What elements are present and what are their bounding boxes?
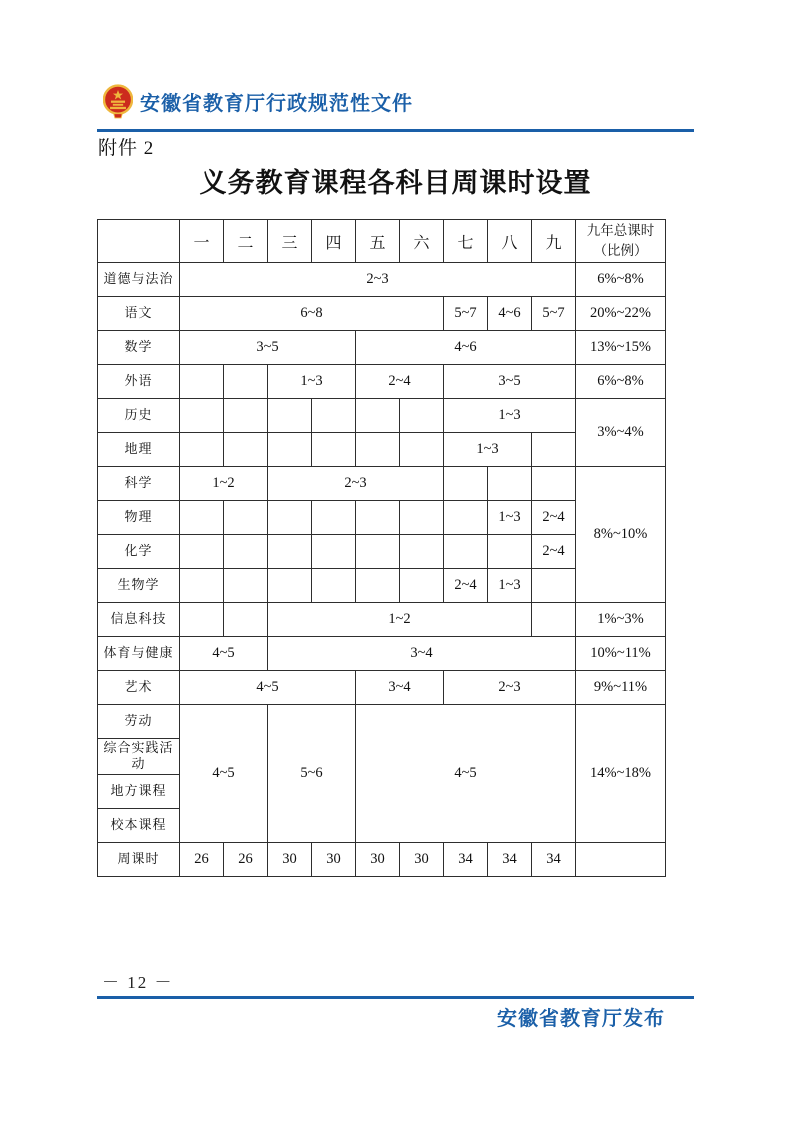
value-cell: 2~4 [532,501,576,535]
table-row [98,297,666,331]
subject-cell: 数学 [98,331,180,365]
grade-header: 八 [488,220,532,263]
table-row [98,671,666,705]
value-cell [312,399,356,433]
value-cell [356,569,400,603]
value-cell [224,535,268,569]
value-cell [488,535,532,569]
subject-cell: 科学 [98,467,180,501]
value-cell: 4~5 [180,705,268,843]
value-cell: 4~6 [356,331,576,365]
value-cell [180,365,224,399]
table-row [98,637,666,671]
value-cell: 5~7 [532,297,576,331]
value-cell [356,399,400,433]
total-cell [576,842,666,876]
value-cell [400,501,444,535]
subject-cell: 地方课程 [98,774,180,808]
total-cell: 20%~22% [576,297,666,331]
value-cell [180,569,224,603]
value-cell [444,535,488,569]
value-cell [400,569,444,603]
table-row [98,331,666,365]
table-header-row [98,220,666,263]
subject-cell: 道德与法治 [98,263,180,297]
total-header-line1: 九年总课时 [586,223,655,239]
value-cell [180,603,224,637]
value-cell [312,569,356,603]
value-cell: 1~3 [488,569,532,603]
table-row [98,263,666,297]
subject-cell: 信息科技 [98,603,180,637]
value-cell: 26 [180,842,224,876]
total-cell: 13%~15% [576,331,666,365]
value-cell [532,433,576,467]
table-row [98,399,666,433]
value-cell: 30 [356,842,400,876]
subject-cell: 历史 [98,399,180,433]
publisher-label: 安徽省教育厅发布 [497,1008,665,1030]
value-cell: 3~5 [444,365,576,399]
agency-title: 安徽省教育厅行政规范性文件 [140,93,413,115]
grade-header: 三 [268,220,312,263]
value-cell: 1~3 [268,365,356,399]
total-header [576,220,666,263]
value-cell: 30 [400,842,444,876]
value-cell: 34 [488,842,532,876]
value-cell: 2~4 [532,535,576,569]
grade-header: 四 [312,220,356,263]
corner-cell [98,220,180,263]
value-cell [532,467,576,501]
value-cell: 2~4 [444,569,488,603]
subject-cell: 劳动 [98,705,180,739]
footer-rule [97,996,694,999]
value-cell [532,603,576,637]
total-cell: 1%~3% [576,603,666,637]
value-cell [532,569,576,603]
attachment-label: 附件 2 [98,138,155,159]
grade-header: 七 [444,220,488,263]
total-cell: 6%~8% [576,365,666,399]
value-cell: 2~3 [180,263,576,297]
value-cell: 2~3 [444,671,576,705]
subject-cell: 化学 [98,535,180,569]
subject-cell: 周课时 [98,842,180,876]
masthead [103,84,413,119]
doc-title: 义务教育课程各科目周课时设置 [199,168,592,198]
value-cell [444,501,488,535]
value-cell: 4~5 [180,637,268,671]
value-cell [400,433,444,467]
value-cell [312,433,356,467]
header-rule [97,129,694,132]
value-cell [180,535,224,569]
value-cell [400,535,444,569]
grade-header: 一 [180,220,224,263]
value-cell: 34 [444,842,488,876]
value-cell: 26 [224,842,268,876]
value-cell: 1~2 [268,603,532,637]
value-cell: 3~4 [268,637,576,671]
value-cell [444,467,488,501]
value-cell [400,399,444,433]
page-number: － 12 － [102,973,174,992]
subject-cell: 体育与健康 [98,637,180,671]
value-cell: 2~3 [268,467,444,501]
total-cell: 14%~18% [576,705,666,843]
subject-cell: 艺术 [98,671,180,705]
subject-cell: 生物学 [98,569,180,603]
value-cell: 30 [268,842,312,876]
value-cell [180,433,224,467]
value-cell: 5~7 [444,297,488,331]
subject-cell: 地理 [98,433,180,467]
grade-header: 五 [356,220,400,263]
table-row [98,603,666,637]
schedule-table [97,219,666,877]
subject-cell: 物理 [98,501,180,535]
value-cell [312,501,356,535]
value-cell [224,603,268,637]
value-cell: 2~4 [356,365,444,399]
grade-header: 二 [224,220,268,263]
value-cell: 5~6 [268,705,356,843]
value-cell [268,501,312,535]
subject-cell: 综合实践活动 [98,739,180,775]
subject-cell: 外语 [98,365,180,399]
subject-cell: 语文 [98,297,180,331]
value-cell [224,501,268,535]
value-cell: 4~5 [356,705,576,843]
value-cell: 1~3 [444,399,576,433]
value-cell [488,467,532,501]
table-row [98,365,666,399]
value-cell [356,433,400,467]
table-row [98,842,666,876]
total-cell: 3%~4% [576,399,666,467]
value-cell [224,365,268,399]
value-cell [268,535,312,569]
total-cell: 6%~8% [576,263,666,297]
value-cell: 34 [532,842,576,876]
value-cell [180,501,224,535]
table-row [98,705,666,739]
value-cell [312,535,356,569]
value-cell [356,535,400,569]
value-cell: 1~2 [180,467,268,501]
value-cell [268,433,312,467]
value-cell [224,399,268,433]
value-cell [180,399,224,433]
value-cell [356,501,400,535]
value-cell: 1~3 [488,501,532,535]
total-header-line2: （比例） [593,243,648,258]
value-cell: 6~8 [180,297,444,331]
value-cell: 30 [312,842,356,876]
total-cell: 8%~10% [576,467,666,603]
total-cell: 10%~11% [576,637,666,671]
value-cell: 1~3 [444,433,532,467]
grade-header: 九 [532,220,576,263]
national-emblem-icon [103,84,133,119]
value-cell [224,569,268,603]
grade-header: 六 [400,220,444,263]
value-cell: 4~5 [180,671,356,705]
subject-cell: 校本课程 [98,808,180,842]
value-cell [268,569,312,603]
value-cell [268,399,312,433]
value-cell: 4~6 [488,297,532,331]
value-cell: 3~4 [356,671,444,705]
total-cell: 9%~11% [576,671,666,705]
value-cell: 3~5 [180,331,356,365]
table-row [98,467,666,501]
value-cell [224,433,268,467]
